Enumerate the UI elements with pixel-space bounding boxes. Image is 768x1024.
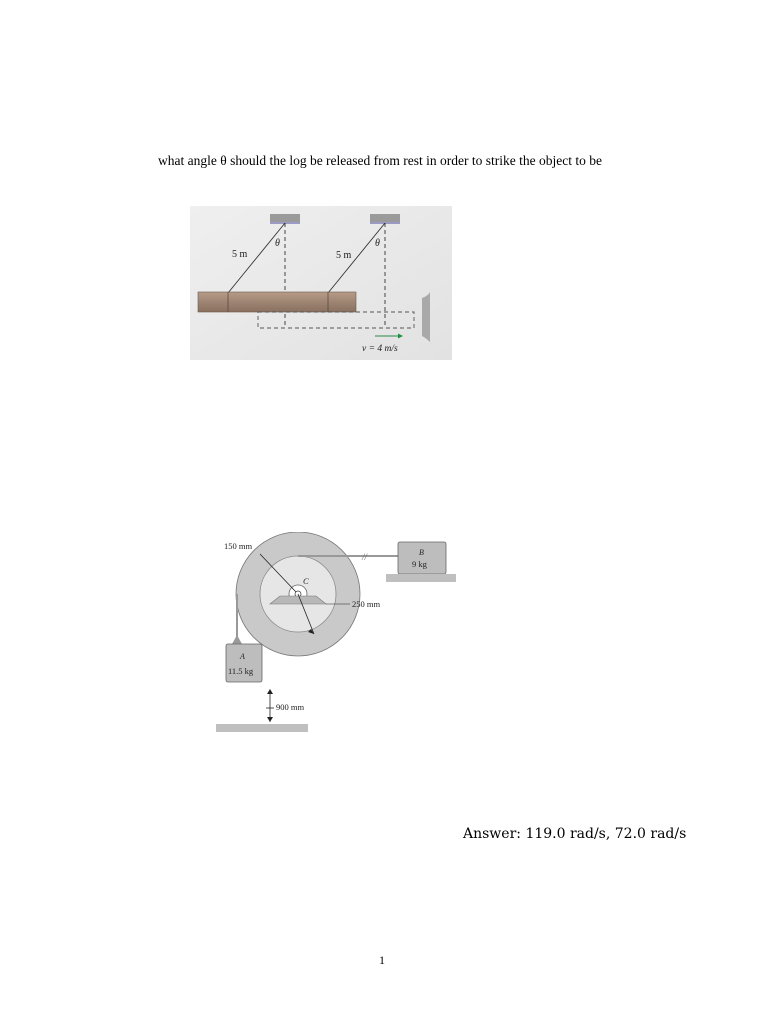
answer-text: Answer: 119.0 rad/s, 72.0 rad/s: [463, 826, 687, 842]
question-text: what angle θ should the log be released from rest in order to strike the object to be: [158, 153, 602, 168]
block-b: [398, 542, 446, 574]
figure-background: [190, 206, 452, 360]
log: [198, 292, 356, 312]
center-label: C: [303, 576, 309, 586]
log-pendulum-figure: [190, 206, 452, 360]
angle-label-right: θ: [375, 238, 380, 249]
support-left: [270, 214, 300, 222]
ground-a: [216, 724, 308, 732]
block-b-mass: 9 kg: [412, 559, 427, 569]
inner-radius-label: 150 mm: [224, 541, 253, 551]
length-label-right: 5 m: [336, 250, 352, 261]
length-label-left: 5 m: [232, 249, 248, 260]
axle-bracket: [270, 596, 326, 604]
page-number: 1: [379, 953, 385, 967]
pulley-figure: [210, 532, 470, 742]
block-b-name: B: [419, 548, 424, 557]
angle-label-left: θ: [275, 238, 280, 249]
support-right: [370, 214, 400, 222]
ground-b: [386, 574, 456, 582]
block-a: [226, 644, 262, 682]
velocity-label: v = 4 m/s: [362, 344, 398, 354]
block-a-mass: 11.5 kg: [228, 666, 254, 676]
block-a-name: A: [240, 652, 245, 661]
svg-text://: //: [362, 552, 368, 562]
drop-label: 900 mm: [276, 702, 305, 712]
target-wall: [422, 292, 430, 342]
outer-radius-label: 250 mm: [352, 599, 381, 609]
